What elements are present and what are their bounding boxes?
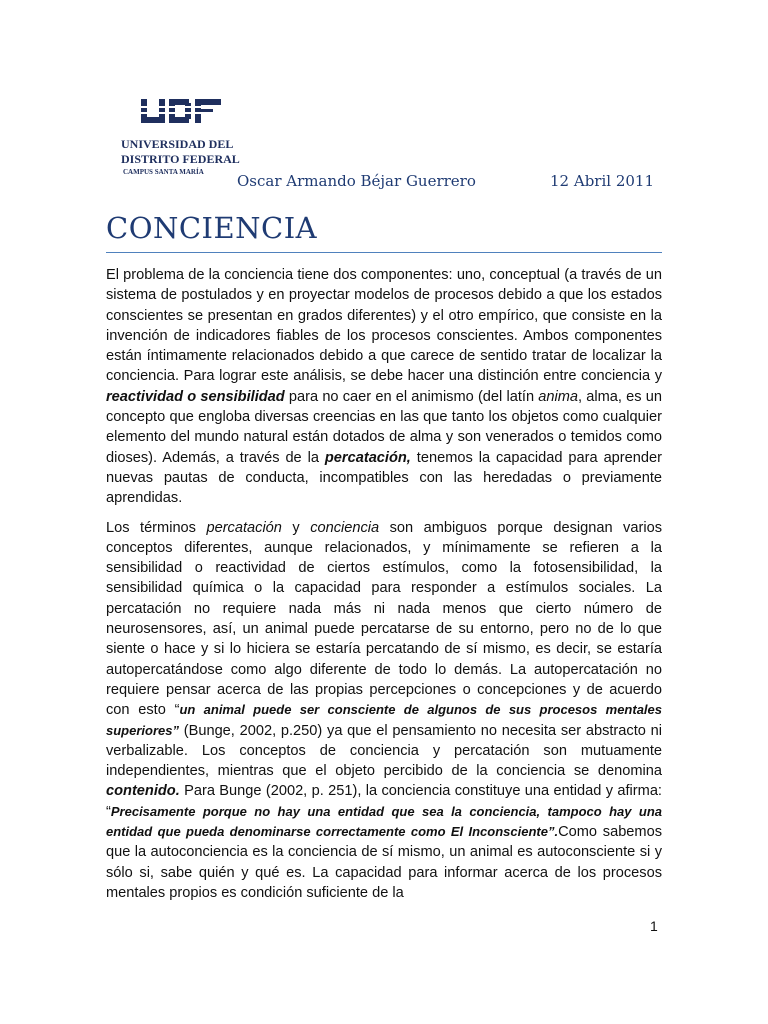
- emphasis-text: anima: [538, 388, 579, 405]
- quote-text: un animal puede ser consciente de algunos de sus procesos mentales superiores”: [106, 702, 662, 738]
- text-run: y: [281, 519, 311, 536]
- page-title: CONCIENCIA: [106, 211, 318, 245]
- text-run: , alma, es un concepto que engloba diversas creencias en las que tanto los objetos como cualquier elemento del mundo natural están dotados de alma y son venerados o temidos como dioses). Además, a través de la: [106, 388, 662, 466]
- emphasis-text: percatación: [206, 519, 282, 536]
- logo-campus-line: CAMPUS SANTA MARÍA: [123, 168, 204, 176]
- document-body: [106, 265, 662, 912]
- text-run: Para Bunge (2002, p. 251), la conciencia constituye una entidad y afirma: “: [106, 783, 662, 820]
- logo-university-line2: DISTRITO FEDERAL: [121, 152, 240, 166]
- emphasis-text: contenido.: [106, 783, 180, 800]
- author-name: Oscar Armando Béjar Guerrero: [237, 172, 476, 190]
- university-logo: [121, 97, 240, 177]
- udf-logo-mark-icon: [141, 97, 225, 133]
- quote-text: Precisamente porque no hay una entidad que sea la conciencia, tampoco hay una entidad que pueda denominarse correctamente como El Inconsciente”.: [106, 803, 662, 840]
- text-run: para no caer en el animismo (del latín: [284, 388, 539, 405]
- emphasis-text: conciencia: [310, 519, 380, 536]
- text-run: tenemos la capacidad para aprender nuevas pautas de conducta, incompatibles con las heredadas o previamente aprendidas.: [106, 449, 662, 507]
- paragraph-2: [106, 518, 662, 904]
- emphasis-text: reactividad o sensibilidad: [106, 388, 285, 405]
- document-date: 12 Abril 2011: [550, 172, 654, 190]
- paragraph-1: [106, 265, 662, 509]
- page-number: 1: [650, 918, 658, 934]
- text-run: Los términos: [106, 519, 207, 536]
- logo-university-line1: UNIVERSIDAD DEL: [121, 137, 234, 151]
- text-run: son ambiguos porque designan varios conceptos diferentes, aunque relacionados, y mínimamente se refieren a la sensibilidad o reactividad de ciertos estímulos, como la fotosensibilidad, la sensibilidad química o la capacidad para responder a estímulos sociales. La percatación no requiere nada más ni nada menos que cierto número de neurosensores, así, un animal puede percatarse de su entorno, pero no de lo que siente o hace y si lo hiciera se estaría percatando de sí mismo, es decir, se estaría autopercatándose como algo diferente de todo lo demás. La autopercatación no requiere pensar acerca de las propias percepciones o concepciones y de acuerdo con esto “: [106, 519, 662, 719]
- title-divider: [106, 252, 662, 253]
- text-run: Como sabemos que la autoconciencia es la conciencia de sí mismo, un animal es autoconsciente si y sólo si, sabe quién y qué es. La capacidad para informar acerca de los procesos mentales propios es condición suficiente de la: [106, 824, 662, 901]
- text-run: El problema de la conciencia tiene dos componentes: uno, conceptual (a través de un sistema de postulados y en proyectar modelos de procesos debido a que los estados conscientes se presentan en grados diferentes) y el otro empírico, que consiste en la invención de indicadores fiables de los procesos conscientes. Ambos componentes están íntimamente relacionados debido a que carece de sentido tratar de localizar la conciencia. Para lograr este análisis, se debe hacer una distinción entre conciencia y: [106, 267, 662, 385]
- emphasis-text: percatación,: [324, 449, 411, 466]
- text-run: (Bunge, 2002, p.250) ya que el pensamiento no necesita ser abstracto ni verbalizable. Los conceptos de conciencia y percatación son mutuamente independientes, mientras que el objeto percibido de la conciencia se denomina: [106, 722, 662, 780]
